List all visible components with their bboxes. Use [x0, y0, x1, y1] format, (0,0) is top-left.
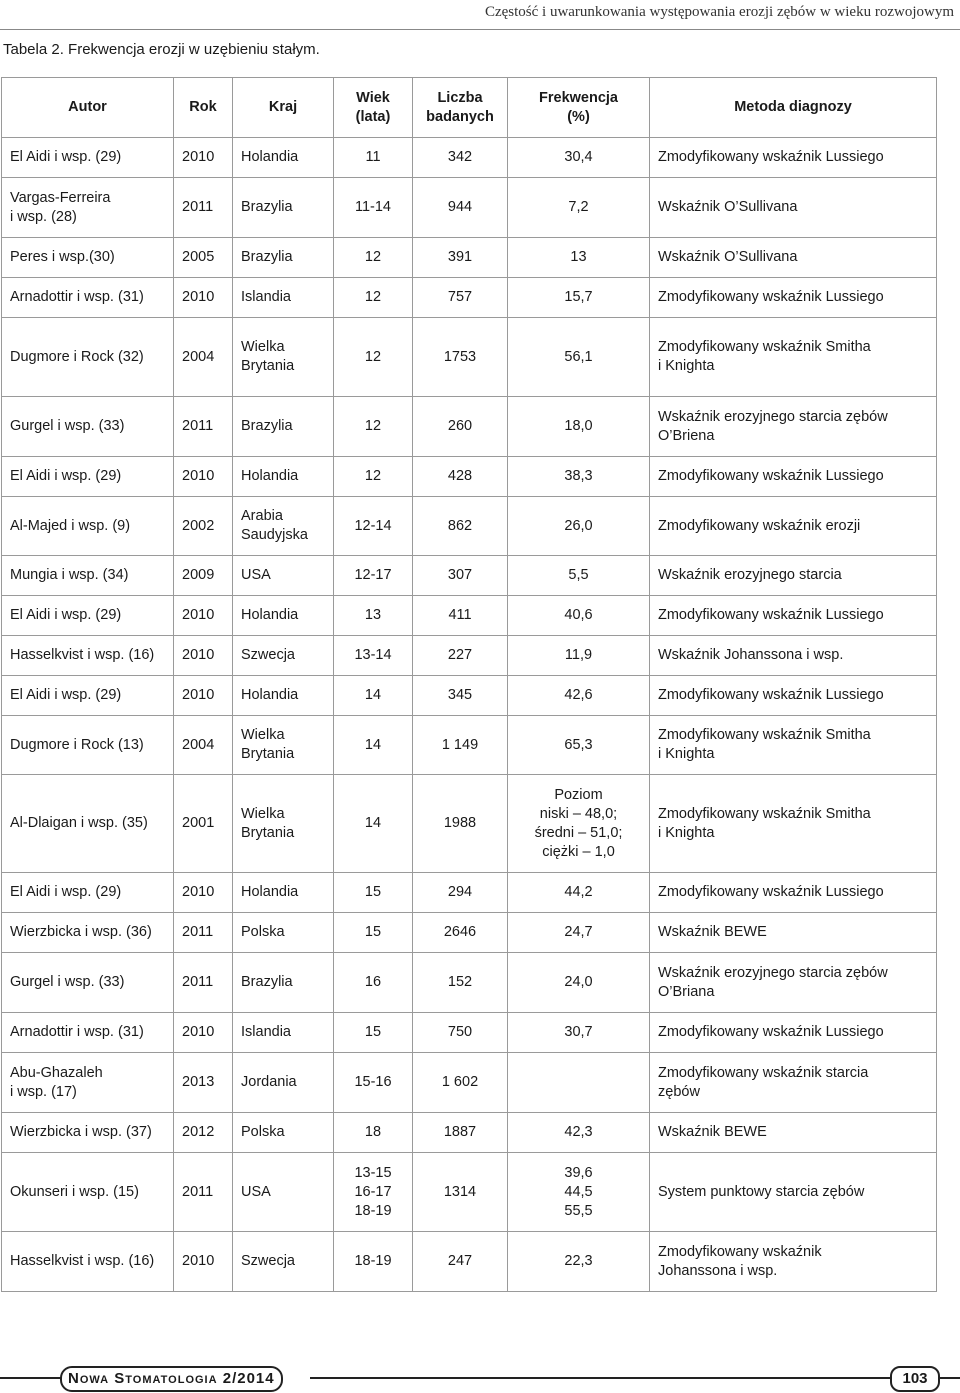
- cell-frekwencja: 42,3: [508, 1113, 650, 1153]
- cell-metoda-diagnozy: Zmodyfikowany wskaźnik Smitha i Knighta: [650, 318, 937, 397]
- cell-liczba-badanych: 757: [413, 278, 508, 318]
- cell-liczba-badanych: 1988: [413, 775, 508, 873]
- cell-frekwencja: 44,2: [508, 873, 650, 913]
- cell-liczba-badanych: 345: [413, 676, 508, 716]
- cell-kraj: Brazylia: [233, 178, 334, 238]
- cell-kraj: Wielka Brytania: [233, 775, 334, 873]
- footer-journal-name: Nowa Stomatologia 2/2014: [60, 1366, 283, 1392]
- column-header-wiek: Wiek (lata): [334, 78, 413, 138]
- cell-frekwencja: 18,0: [508, 397, 650, 457]
- cell-autor: Al-Majed i wsp. (9): [2, 497, 174, 556]
- cell-liczba-badanych: 1753: [413, 318, 508, 397]
- cell-rok: 2001: [174, 775, 233, 873]
- column-header-rok: Rok: [174, 78, 233, 138]
- cell-kraj: USA: [233, 1153, 334, 1232]
- table-row: [2, 716, 937, 775]
- table-row: [2, 138, 937, 178]
- cell-liczba-badanych: 2646: [413, 913, 508, 953]
- cell-autor: Dugmore i Rock (32): [2, 318, 174, 397]
- cell-frekwencja: 26,0: [508, 497, 650, 556]
- cell-wiek: 12: [334, 278, 413, 318]
- cell-metoda-diagnozy: Zmodyfikowany wskaźnik Smitha i Knighta: [650, 775, 937, 873]
- cell-metoda-diagnozy: Zmodyfikowany wskaźnik Lussiego: [650, 873, 937, 913]
- cell-rok: 2004: [174, 318, 233, 397]
- cell-rok: 2010: [174, 636, 233, 676]
- cell-liczba-badanych: 247: [413, 1232, 508, 1292]
- cell-metoda-diagnozy: Wskaźnik erozyjnego starcia zębów O’Briena: [650, 397, 937, 457]
- cell-autor: El Aidi i wsp. (29): [2, 138, 174, 178]
- cell-frekwencja: 38,3: [508, 457, 650, 497]
- cell-autor: El Aidi i wsp. (29): [2, 596, 174, 636]
- table-row: [2, 497, 937, 556]
- cell-rok: 2010: [174, 1232, 233, 1292]
- cell-autor: Peres i wsp.(30): [2, 238, 174, 278]
- cell-wiek: 15: [334, 873, 413, 913]
- cell-kraj: Arabia Saudyjska: [233, 497, 334, 556]
- cell-frekwencja: 42,6: [508, 676, 650, 716]
- cell-frekwencja: 5,5: [508, 556, 650, 596]
- cell-rok: 2010: [174, 278, 233, 318]
- cell-kraj: Polska: [233, 1113, 334, 1153]
- cell-autor: Wierzbicka i wsp. (37): [2, 1113, 174, 1153]
- cell-wiek: 12-14: [334, 497, 413, 556]
- cell-autor: Wierzbicka i wsp. (36): [2, 913, 174, 953]
- cell-kraj: Holandia: [233, 873, 334, 913]
- cell-metoda-diagnozy: Zmodyfikowany wskaźnik Lussiego: [650, 278, 937, 318]
- cell-metoda-diagnozy: Zmodyfikowany wskaźnik Lussiego: [650, 676, 937, 716]
- cell-rok: 2010: [174, 596, 233, 636]
- cell-liczba-badanych: 1 602: [413, 1053, 508, 1113]
- cell-autor: Dugmore i Rock (13): [2, 716, 174, 775]
- cell-wiek: 13-15 16-17 18-19: [334, 1153, 413, 1232]
- cell-autor: Hasselkvist i wsp. (16): [2, 1232, 174, 1292]
- column-header-autor: Autor: [2, 78, 174, 138]
- cell-rok: 2010: [174, 873, 233, 913]
- cell-frekwencja: 24,7: [508, 913, 650, 953]
- cell-metoda-diagnozy: System punktowy starcia zębów: [650, 1153, 937, 1232]
- cell-wiek: 15: [334, 913, 413, 953]
- cell-autor: Al-Dlaigan i wsp. (35): [2, 775, 174, 873]
- cell-kraj: Holandia: [233, 596, 334, 636]
- column-header-frekwencja: Frekwencja (%): [508, 78, 650, 138]
- cell-rok: 2005: [174, 238, 233, 278]
- cell-liczba-badanych: 1314: [413, 1153, 508, 1232]
- cell-metoda-diagnozy: Zmodyfikowany wskaźnik Lussiego: [650, 1013, 937, 1053]
- cell-metoda-diagnozy: Wskaźnik BEWE: [650, 1113, 937, 1153]
- cell-wiek: 12: [334, 318, 413, 397]
- table-header-row: [2, 78, 937, 138]
- cell-metoda-diagnozy: Wskaźnik O’Sullivana: [650, 238, 937, 278]
- cell-metoda-diagnozy: Wskaźnik Johanssona i wsp.: [650, 636, 937, 676]
- cell-autor: Vargas-Ferreira i wsp. (28): [2, 178, 174, 238]
- cell-autor: Arnadottir i wsp. (31): [2, 1013, 174, 1053]
- cell-wiek: 13-14: [334, 636, 413, 676]
- cell-rok: 2011: [174, 913, 233, 953]
- footer-rule-right: [938, 1377, 960, 1379]
- cell-frekwencja: 30,7: [508, 1013, 650, 1053]
- cell-kraj: Islandia: [233, 278, 334, 318]
- cell-autor: El Aidi i wsp. (29): [2, 873, 174, 913]
- cell-kraj: Holandia: [233, 138, 334, 178]
- cell-wiek: 15-16: [334, 1053, 413, 1113]
- table-caption: Tabela 2. Frekwencja erozji w uzębieniu stałym.: [3, 41, 320, 58]
- cell-metoda-diagnozy: Wskaźnik erozyjnego starcia zębów O’Briana: [650, 953, 937, 1013]
- cell-autor: Gurgel i wsp. (33): [2, 397, 174, 457]
- header-divider: [0, 29, 960, 30]
- cell-liczba-badanych: 750: [413, 1013, 508, 1053]
- cell-kraj: Szwecja: [233, 636, 334, 676]
- table-row: [2, 775, 937, 873]
- cell-metoda-diagnozy: Zmodyfikowany wskaźnik erozji: [650, 497, 937, 556]
- cell-wiek: 11-14: [334, 178, 413, 238]
- cell-kraj: Szwecja: [233, 1232, 334, 1292]
- cell-liczba-badanych: 428: [413, 457, 508, 497]
- cell-kraj: Islandia: [233, 1013, 334, 1053]
- cell-kraj: Holandia: [233, 676, 334, 716]
- cell-frekwencja: Poziom niski – 48,0; średni – 51,0; ciężki – 1,0: [508, 775, 650, 873]
- cell-liczba-badanych: 944: [413, 178, 508, 238]
- running-header: Częstość i uwarunkowania występowania erozji zębów w wieku rozwojowym: [484, 4, 954, 20]
- page-number: 103: [890, 1366, 940, 1392]
- cell-wiek: 14: [334, 676, 413, 716]
- cell-kraj: Brazylia: [233, 238, 334, 278]
- cell-metoda-diagnozy: Zmodyfikowany wskaźnik Lussiego: [650, 138, 937, 178]
- cell-liczba-badanych: 152: [413, 953, 508, 1013]
- cell-rok: 2010: [174, 676, 233, 716]
- cell-wiek: 12: [334, 238, 413, 278]
- cell-autor: Mungia i wsp. (34): [2, 556, 174, 596]
- cell-rok: 2010: [174, 138, 233, 178]
- cell-kraj: USA: [233, 556, 334, 596]
- cell-liczba-badanych: 862: [413, 497, 508, 556]
- cell-metoda-diagnozy: Zmodyfikowany wskaźnik Smitha i Knighta: [650, 716, 937, 775]
- cell-wiek: 13: [334, 596, 413, 636]
- cell-liczba-badanych: 294: [413, 873, 508, 913]
- cell-rok: 2012: [174, 1113, 233, 1153]
- table-row: [2, 636, 937, 676]
- cell-metoda-diagnozy: Wskaźnik O’Sullivana: [650, 178, 937, 238]
- cell-metoda-diagnozy: Wskaźnik erozyjnego starcia: [650, 556, 937, 596]
- cell-metoda-diagnozy: Zmodyfikowany wskaźnik Lussiego: [650, 596, 937, 636]
- cell-kraj: Jordania: [233, 1053, 334, 1113]
- cell-wiek: 18-19: [334, 1232, 413, 1292]
- cell-wiek: 18: [334, 1113, 413, 1153]
- cell-liczba-badanych: 411: [413, 596, 508, 636]
- cell-frekwencja: 11,9: [508, 636, 650, 676]
- cell-rok: 2011: [174, 953, 233, 1013]
- cell-autor: Gurgel i wsp. (33): [2, 953, 174, 1013]
- cell-wiek: 14: [334, 775, 413, 873]
- table-row: [2, 953, 937, 1013]
- cell-liczba-badanych: 342: [413, 138, 508, 178]
- cell-frekwencja: 30,4: [508, 138, 650, 178]
- cell-liczba-badanych: 1887: [413, 1113, 508, 1153]
- cell-frekwencja: 24,0: [508, 953, 650, 1013]
- table-row: [2, 676, 937, 716]
- table-row: [2, 457, 937, 497]
- table-row: [2, 1153, 937, 1232]
- column-header-liczba-badanych: Liczba badanych: [413, 78, 508, 138]
- cell-metoda-diagnozy: Zmodyfikowany wskaźnik Johanssona i wsp.: [650, 1232, 937, 1292]
- cell-wiek: 12: [334, 397, 413, 457]
- table-row: [2, 178, 937, 238]
- table-row: [2, 913, 937, 953]
- cell-kraj: Wielka Brytania: [233, 318, 334, 397]
- cell-frekwencja: 39,6 44,5 55,5: [508, 1153, 650, 1232]
- cell-wiek: 16: [334, 953, 413, 1013]
- table-row: [2, 556, 937, 596]
- cell-rok: 2013: [174, 1053, 233, 1113]
- cell-frekwencja: [508, 1053, 650, 1113]
- table-row: [2, 1113, 937, 1153]
- cell-frekwencja: 7,2: [508, 178, 650, 238]
- cell-liczba-badanych: 307: [413, 556, 508, 596]
- cell-kraj: Holandia: [233, 457, 334, 497]
- footer-rule-left: [0, 1377, 62, 1379]
- cell-autor: El Aidi i wsp. (29): [2, 676, 174, 716]
- cell-autor: El Aidi i wsp. (29): [2, 457, 174, 497]
- table-row: [2, 397, 937, 457]
- table-row: [2, 1232, 937, 1292]
- column-header-kraj: Kraj: [233, 78, 334, 138]
- table-row: [2, 318, 937, 397]
- cell-autor: Abu-Ghazaleh i wsp. (17): [2, 1053, 174, 1113]
- table-row: [2, 596, 937, 636]
- table-row: [2, 1053, 937, 1113]
- cell-rok: 2004: [174, 716, 233, 775]
- table-row: [2, 873, 937, 913]
- cell-liczba-badanych: 260: [413, 397, 508, 457]
- cell-liczba-badanych: 391: [413, 238, 508, 278]
- cell-rok: 2011: [174, 178, 233, 238]
- cell-frekwencja: 22,3: [508, 1232, 650, 1292]
- cell-liczba-badanych: 227: [413, 636, 508, 676]
- cell-wiek: 15: [334, 1013, 413, 1053]
- footer-rule-middle: [310, 1377, 900, 1379]
- cell-rok: 2011: [174, 397, 233, 457]
- cell-metoda-diagnozy: Wskaźnik BEWE: [650, 913, 937, 953]
- cell-wiek: 12: [334, 457, 413, 497]
- cell-rok: 2002: [174, 497, 233, 556]
- cell-metoda-diagnozy: Zmodyfikowany wskaźnik Lussiego: [650, 457, 937, 497]
- table-row: [2, 278, 937, 318]
- cell-rok: 2011: [174, 1153, 233, 1232]
- cell-liczba-badanych: 1 149: [413, 716, 508, 775]
- cell-rok: 2009: [174, 556, 233, 596]
- table-row: [2, 238, 937, 278]
- cell-metoda-diagnozy: Zmodyfikowany wskaźnik starcia zębów: [650, 1053, 937, 1113]
- cell-autor: Hasselkvist i wsp. (16): [2, 636, 174, 676]
- cell-rok: 2010: [174, 457, 233, 497]
- cell-rok: 2010: [174, 1013, 233, 1053]
- cell-wiek: 14: [334, 716, 413, 775]
- cell-kraj: Wielka Brytania: [233, 716, 334, 775]
- cell-kraj: Polska: [233, 913, 334, 953]
- cell-wiek: 11: [334, 138, 413, 178]
- cell-autor: Okunseri i wsp. (15): [2, 1153, 174, 1232]
- cell-frekwencja: 15,7: [508, 278, 650, 318]
- table-row: [2, 1013, 937, 1053]
- cell-frekwencja: 13: [508, 238, 650, 278]
- cell-kraj: Brazylia: [233, 397, 334, 457]
- cell-frekwencja: 56,1: [508, 318, 650, 397]
- table-body: [2, 138, 937, 1292]
- cell-frekwencja: 65,3: [508, 716, 650, 775]
- erosion-frequency-table: [1, 77, 937, 1292]
- cell-kraj: Brazylia: [233, 953, 334, 1013]
- cell-frekwencja: 40,6: [508, 596, 650, 636]
- cell-wiek: 12-17: [334, 556, 413, 596]
- cell-autor: Arnadottir i wsp. (31): [2, 278, 174, 318]
- column-header-metoda-diagnozy: Metoda diagnozy: [650, 78, 937, 138]
